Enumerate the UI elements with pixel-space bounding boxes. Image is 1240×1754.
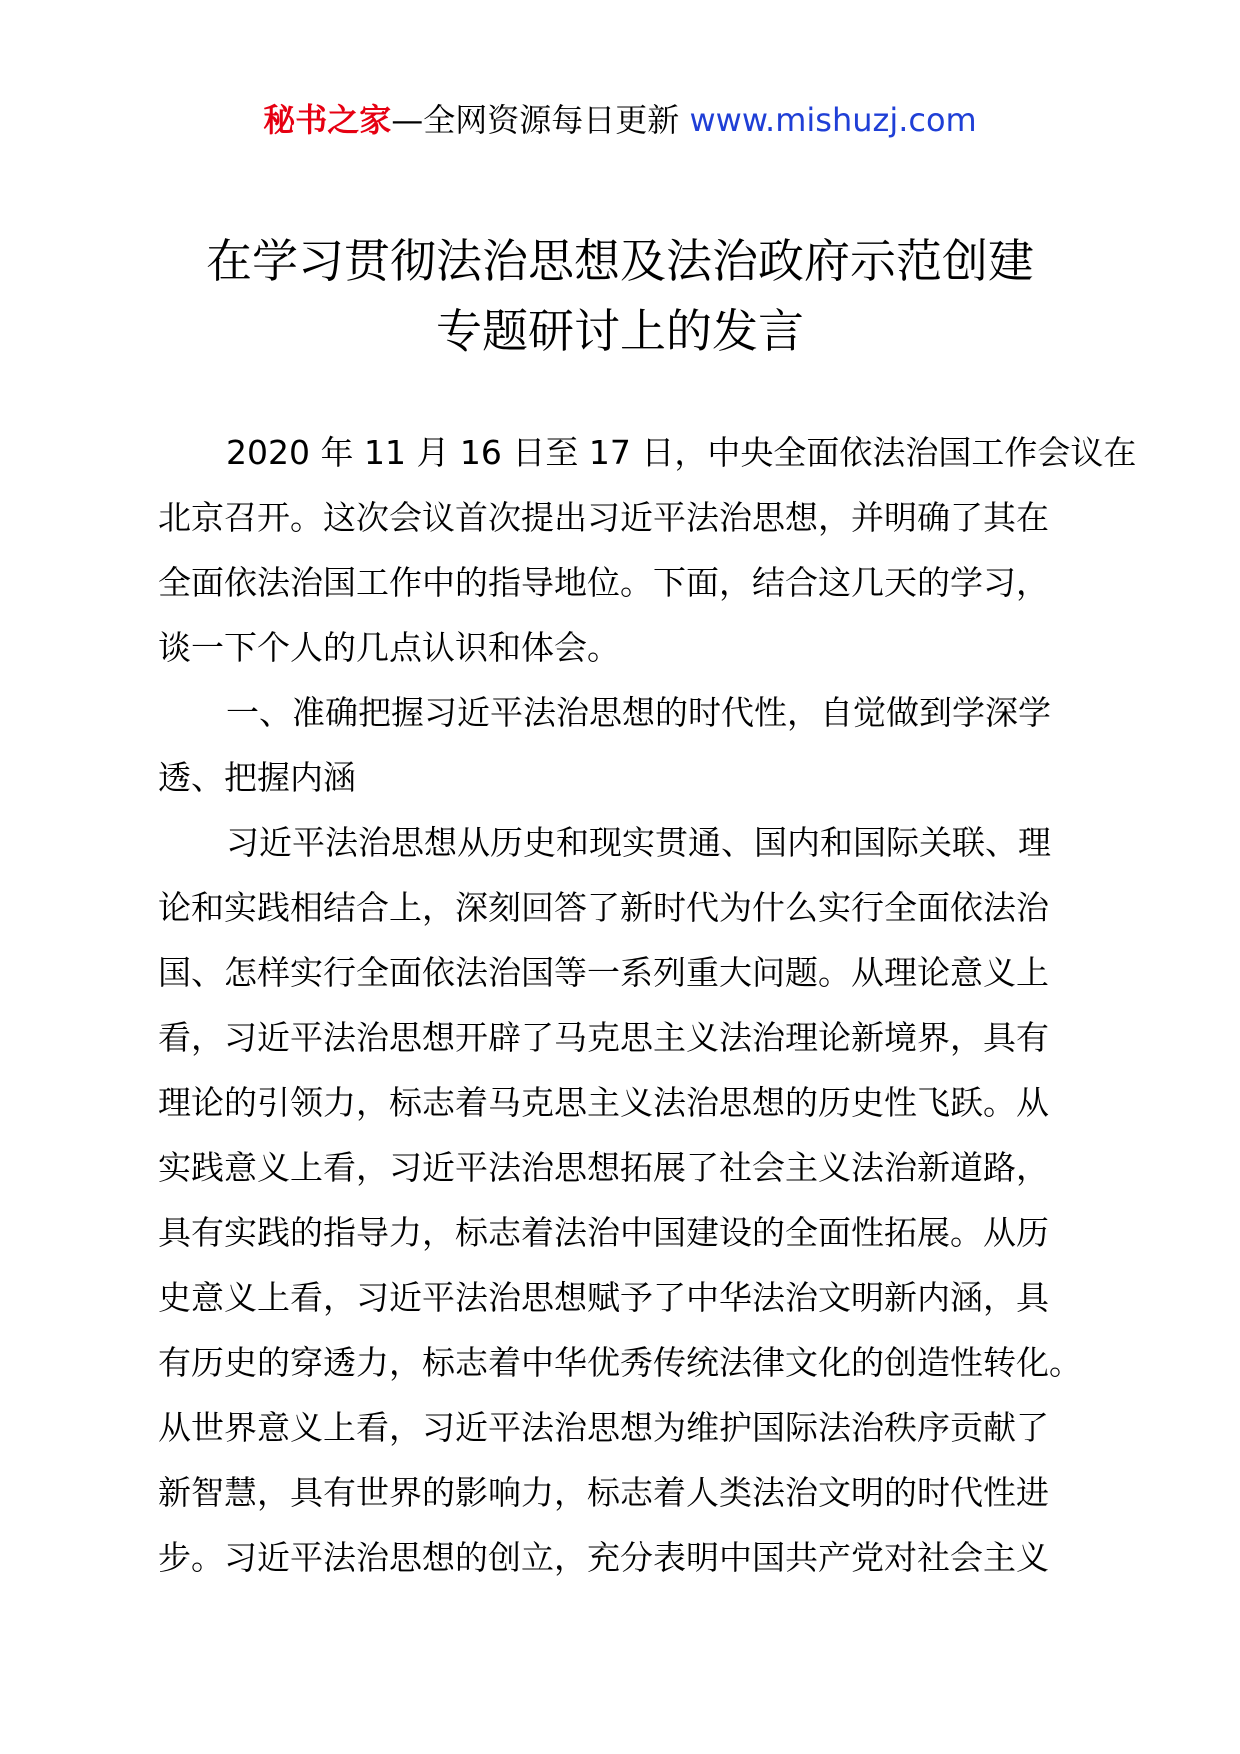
text-line: 论和实践相结合上，深刻回答了新时代为什么实行全面依法治 (158, 888, 1049, 927)
site-header (0, 100, 1240, 140)
document-body (158, 420, 1137, 1590)
text-line: 国、怎样实行全面依法治国等一系列重大问题。从理论意义上 (158, 953, 1049, 992)
text-line: 一、准确把握习近平法治思想的时代性，自觉做到学深学 (226, 693, 1051, 732)
text-line: 新智慧，具有世界的影响力，标志着人类法治文明的时代性进 (158, 1473, 1049, 1512)
text-line: 具有实践的指导力，标志着法治中国建设的全面性拓展。从历 (158, 1213, 1049, 1252)
text-line: 全面依法治国工作中的指导地位。下面，结合这几天的学习， (158, 563, 1049, 602)
title-line-1: 在学习贯彻法治思想及法治政府示范创建 (206, 234, 1034, 288)
text-line: 看，习近平法治思想开辟了马克思主义法治理论新境界，具有 (158, 1018, 1049, 1057)
header-tagline: —全网资源每日更新 (391, 101, 690, 139)
section-heading-1 (158, 680, 1088, 810)
text-line: 步。习近平法治思想的创立，充分表明中国共产党对社会主义 (158, 1538, 1049, 1577)
text-line: 2020 年 11 月 16 日至 17 日，中央全面依法治国工作会议在 (226, 433, 1137, 472)
title-line-2: 专题研讨上的发言 (436, 304, 804, 358)
text-line: 从世界意义上看，习近平法治思想为维护国际法治秩序贡献了 (158, 1408, 1049, 1447)
paragraph-intro (158, 420, 1137, 680)
text-line: 谈一下个人的几点认识和体会。 (158, 628, 620, 667)
site-url-link[interactable]: www.mishuzj.com (689, 101, 977, 139)
text-line: 北京召开。这次会议首次提出习近平法治思想，并明确了其在 (158, 498, 1049, 537)
text-line: 史意义上看，习近平法治思想赋予了中华法治文明新内涵，具 (158, 1278, 1049, 1317)
text-line: 理论的引领力，标志着马克思主义法治思想的历史性飞跃。从 (158, 1083, 1049, 1122)
text-line: 透、把握内涵 (158, 758, 356, 797)
text-line: 有历史的穿透力，标志着中华优秀传统法律文化的创造性转化。 (158, 1343, 1082, 1382)
text-line: 实践意义上看，习近平法治思想拓展了社会主义法治新道路， (158, 1148, 1049, 1187)
text-line: 习近平法治思想从历史和现实贯通、国内和国际关联、理 (226, 823, 1051, 862)
document-title (0, 226, 1240, 366)
brand-name: 秘书之家 (263, 101, 392, 139)
paragraph-body (158, 810, 1088, 1590)
